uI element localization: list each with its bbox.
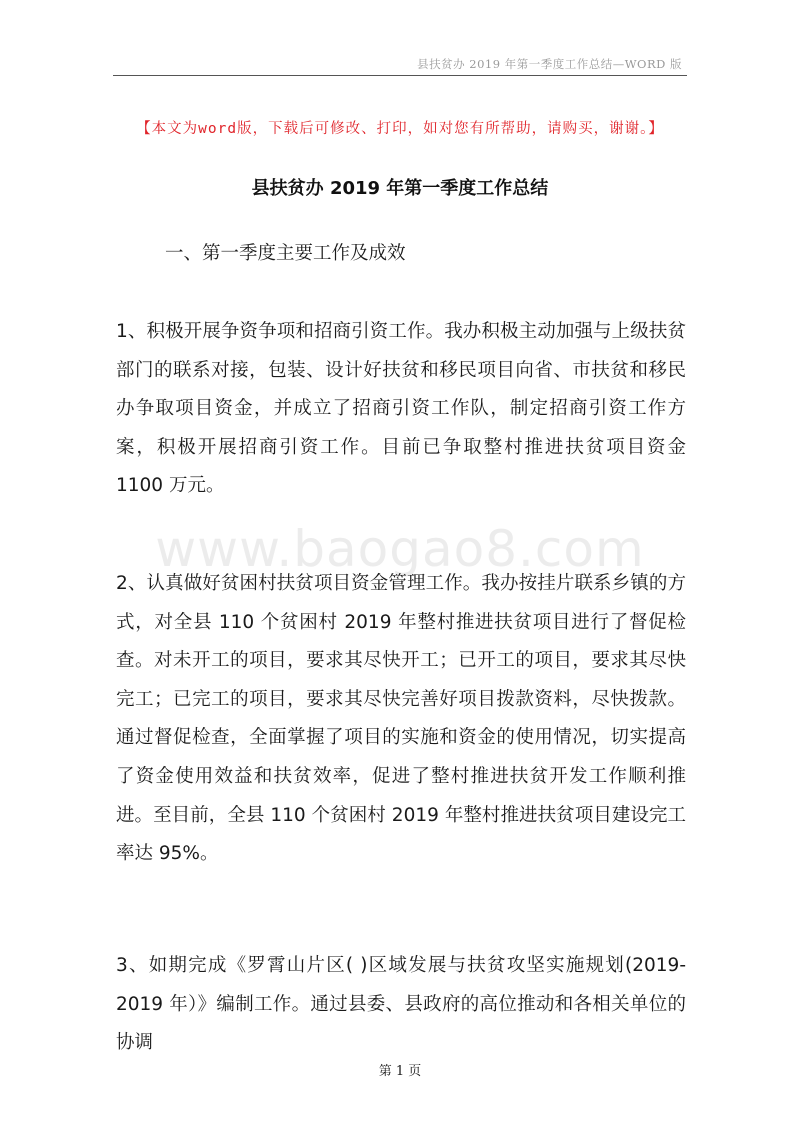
paragraph-1: 1、积极开展争资争项和招商引资工作。我办积极主动加强与上级扶贫部门的联系对接，包装、设计好扶贫和移民项目向省、市扶贫和移民办争取项目资金，并成立了招商引资工作队，制定招商引资工作方案，积极开展招商引资工作。目前已争取整村推进扶贫项目资金 1100 万元。 bbox=[116, 321, 686, 497]
paragraph-3: 3、如期完成《罗霄山片区( )区域发展与扶贫攻坚实施规划(2019-2019 年）》编制工作。通过县委、县政府的高位推动和各相关单位的协调 bbox=[116, 955, 686, 1054]
page-number: 第 1 页 bbox=[378, 1064, 422, 1079]
watermark: www.baogao8.com bbox=[155, 520, 645, 578]
header-divider bbox=[113, 75, 687, 76]
purchase-notice: 【本文为word版，下载后可修改、打印，如对您有所帮助，请购买，谢谢。】 bbox=[136, 121, 664, 137]
document-title: 县扶贫办 2019 年第一季度工作总结 bbox=[251, 178, 549, 199]
paragraph-2: 2、认真做好贫困村扶贫项目资金管理工作。我办按挂片联系乡镇的方式，对全县 110 个贫困村 2019 年整村推进扶贫项目进行了督促检查。对未开工的项目，要求其尽快开工；已开工的项目，要求其尽快完工；已完工的项目，要求其尽快完善好项目拨款资料，尽快拨款。通过督促检查，全面掌握了项目的实施和资金的使用情况，切实提高了资金使用效益和扶贫效率，促进了整村推进扶贫开发工作顺利推进。至目前，全县 110 个贫困村 2019 年整村推进扶贫项目建设完工率达 95%。 bbox=[116, 573, 686, 865]
running-header: 县扶贫办 2019 年第一季度工作总结—WORD 版 bbox=[417, 57, 682, 71]
section-heading: 一、第一季度主要工作及成效 bbox=[165, 243, 406, 264]
